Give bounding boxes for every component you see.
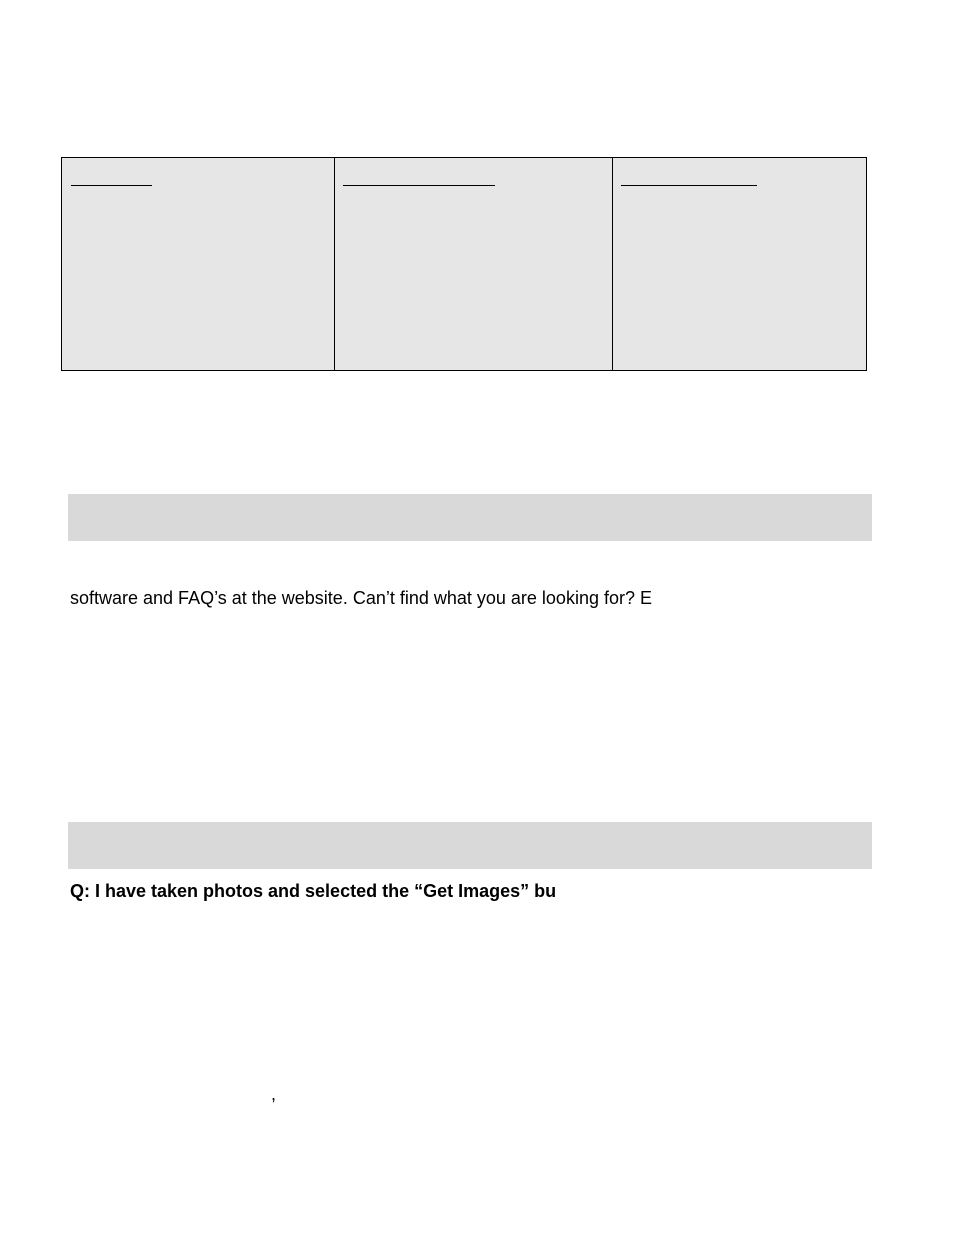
faq-question: Q: I have taken photos and selected the “Get Images” bu	[70, 881, 557, 901]
table-column-1	[62, 158, 334, 370]
column-heading-underline	[71, 185, 152, 186]
table-column-3	[612, 158, 866, 370]
section-header-bar-support	[68, 494, 872, 541]
info-table	[61, 157, 867, 371]
support-paragraph: software and FAQ’s at the website. Can’t find what you are looking for? E	[70, 588, 652, 608]
section-header-bar-faq	[68, 822, 872, 869]
table-column-2	[334, 158, 612, 370]
column-heading-underline	[343, 185, 495, 186]
column-heading-underline	[621, 185, 757, 186]
stray-comma: ,	[271, 1084, 277, 1104]
